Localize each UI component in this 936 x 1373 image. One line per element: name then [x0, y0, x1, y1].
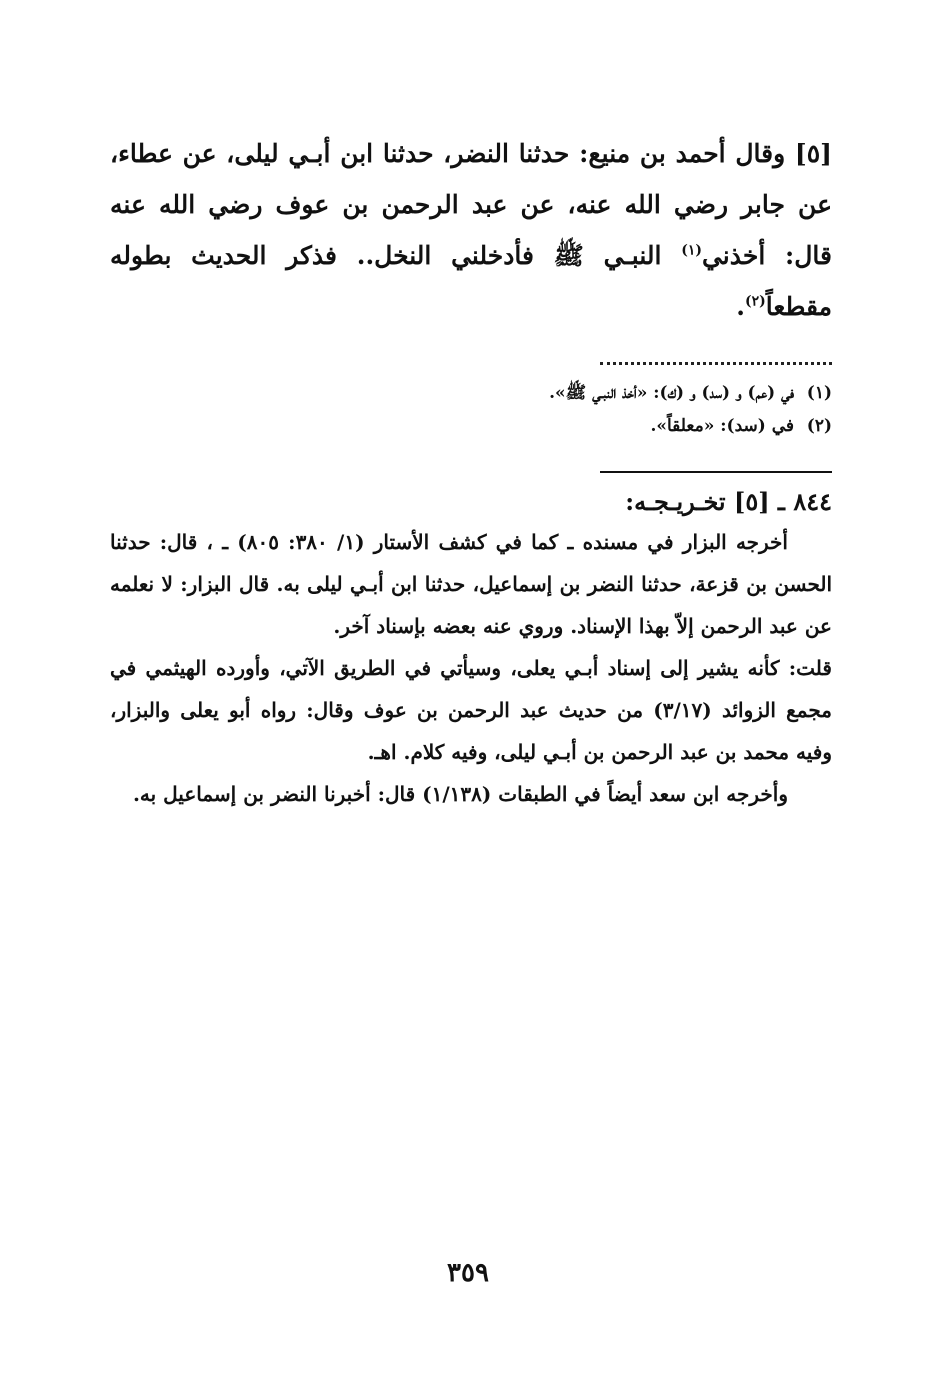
hadith-text-end: . [736, 292, 745, 321]
footnote-separator-dots [600, 354, 832, 365]
footnotes-list [110, 377, 832, 443]
footnote-text: في (عم) و (سد) و (ك): «أخذ النبـي ﷺ». [549, 383, 794, 403]
section-separator-line [600, 471, 832, 473]
takhrij-paragraph-2: قلت: كأنه يشير إلى إسناد أبـي يعلى، وسيأتي في الطريق الآتي، وأورده الهيثمي في مجمع الزوائد (٣/١٧) من حديث عبد الرحمن بن عوف وقال: رواه أبو يعلى والبزار، وفيه محمد بن عبد الرحمن بن أبـي ليلى، وفيه كلام. اهـ. [110, 656, 832, 764]
hadith-text-part1: [٥] وقال أحمد بن منيع: حدثنا النضر، حدثنا ابن أبـي ليلى، عن عطاء، عن جابر رضي الله عنه، عن عبد الرحمن بن عوف رضي الله عنه قال: أخذني [110, 139, 832, 270]
hadith-paragraph [110, 128, 832, 332]
takhrij-paragraph-3: وأخرجه ابن سعد أيضاً في الطبقات (١/١٣٨) قال: أخبرنا النضر بن إسماعيل به. [132, 782, 788, 806]
hadith-text-part2: النبـي ﷺ فأدخلني النخل.. فذكر الحديث بطوله مقطعاً [110, 241, 832, 321]
footnote-item [110, 377, 832, 410]
footnote-number: (١) [806, 383, 832, 403]
footnote-number: (٢) [806, 416, 832, 436]
page-number: ٣٥٩ [447, 1258, 489, 1288]
takhrij-paragraph-1: أخرجه البزار في مسنده ـ كما في كشف الأستار (١/ ٣٨٠: ٨٠٥) ـ ، قال: حدثنا الحسن بن قزعة، حدثنا النضر بن إسماعيل، حدثنا ابن أبـي ليلى به. قال البزار: لا نعلمه عن عبد الرحمن إلاّ بهذا الإسناد. وروي عنه بعضه بإسناد آخر. [110, 530, 832, 638]
footnote-item [110, 410, 832, 443]
footnote-marker-2: (٢) [744, 293, 766, 310]
page-body [110, 128, 832, 815]
footnote-text: في (سد): «معلقاً». [650, 416, 794, 436]
takhrij-heading: ٨٤٤ ـ [٥] تخـريـجـه: [625, 487, 832, 516]
footnote-marker-1: (١) [681, 242, 702, 259]
takhrij-section [110, 521, 832, 815]
